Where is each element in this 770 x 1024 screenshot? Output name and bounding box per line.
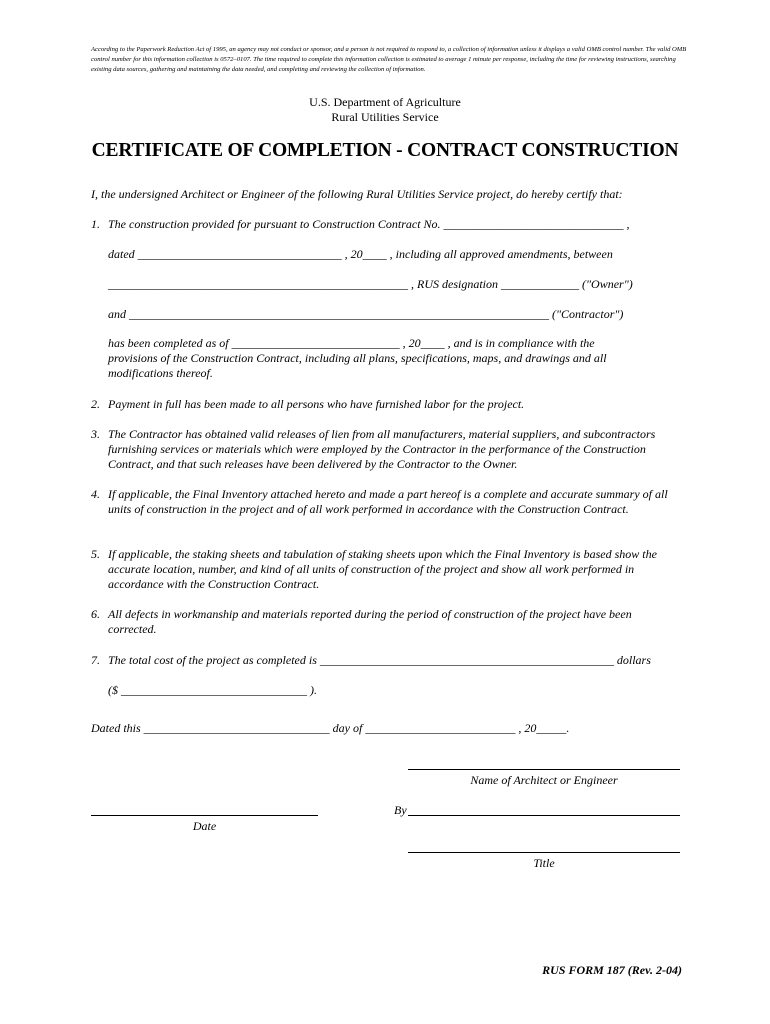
item-6-text: All defects in workmanship and materials reported during the period of construction of the project have been corrected. [108, 607, 632, 636]
dated-line[interactable]: dated __________________________________ , 20____ , including all approved amendments, between [108, 247, 613, 261]
by-label: By [394, 803, 407, 817]
name-label: Name of Architect or Engineer [470, 773, 618, 787]
item-3-text: The Contractor has obtained valid releases of lien from all manufacturers, material suppliers, and subcontractors furnishing services or materials which were employed by the Contractor in the performance of the Construction Contract, and that such releases have been delivered by the Contractor to the Owner. [108, 427, 656, 471]
by-signature-field[interactable] [408, 815, 680, 816]
item-number: 3. [91, 427, 100, 441]
item-5-text: If applicable, the staking sheets and tabulation of staking sheets upon which the Final Inventory is based show the accurate location, number, and kind of all units of construction of the project and show all work performed in accordance with the Construction Contract. [108, 547, 657, 591]
item-number: 5. [91, 547, 100, 561]
item-number: 2. [91, 397, 100, 411]
completed-as-of-line[interactable]: has been completed as of ____________________________ , 20____ , and is in compliance with the [108, 336, 595, 350]
item-number: 7. [91, 653, 100, 667]
architect-name-field[interactable] [408, 769, 680, 770]
date-field[interactable] [91, 815, 318, 816]
date-label: Date [192, 819, 217, 833]
form-number: RUS FORM 187 (Rev. 2-04) [542, 963, 682, 977]
intro-text: I, the undersigned Architect or Engineer of the following Rural Utilities Service project, do hereby certify that: [91, 187, 623, 201]
item-number: 6. [91, 607, 100, 621]
contractor-line[interactable]: and ______________________________________________________________________ ("Contractor") [108, 307, 624, 321]
title-label: Title [533, 856, 555, 870]
item-1-text: provisions of the Construction Contract, including all plans, specifications, maps, and drawings and all modifications thereof. [108, 351, 607, 380]
dated-this-line[interactable]: Dated this _______________________________ day of _________________________ , 20_____. [91, 721, 570, 735]
total-cost-amount-line[interactable]: ($ _______________________________ ). [108, 683, 317, 697]
owner-line[interactable]: __________________________________________________ , RUS designation _____________ ("Owner") [108, 277, 633, 291]
total-cost-line[interactable]: The total cost of the project as completed is _________________________________________________ dollars [108, 653, 651, 667]
department-name: U.S. Department of Agriculture [309, 95, 461, 109]
title-field[interactable] [408, 852, 680, 853]
item-4-text: If applicable, the Final Inventory attached hereto and made a part hereof is a complete and accurate summary of all units of construction in the project and of all work performed in accordance with the Construction Contract. [108, 487, 668, 516]
service-name: Rural Utilities Service [331, 110, 439, 124]
page-title: CERTIFICATE OF COMPLETION - CONTRACT CONSTRUCTION [91, 140, 679, 161]
paperwork-notice: According to the Paperwork Reduction Act of 1995, an agency may not conduct or sponsor, and a person is not required to respond to, a collection of information unless it displays a valid OMB control number. The valid OMB control number for this information collection is 0572–0107. The time required to complete this information collection is estimated to average 1 minute per response, including the time for reviewing instructions, searching existing data sources, gathering and maintaining the data needed, and completing and reviewing the collection of information. [91, 46, 687, 73]
contract-number-line[interactable]: The construction provided for pursuant to Construction Contract No. ______________________________ , [108, 217, 630, 231]
item-number: 4. [91, 487, 100, 501]
item-2-text: Payment in full has been made to all persons who have furnished labor for the project. [108, 397, 525, 411]
item-number: 1. [91, 217, 100, 231]
